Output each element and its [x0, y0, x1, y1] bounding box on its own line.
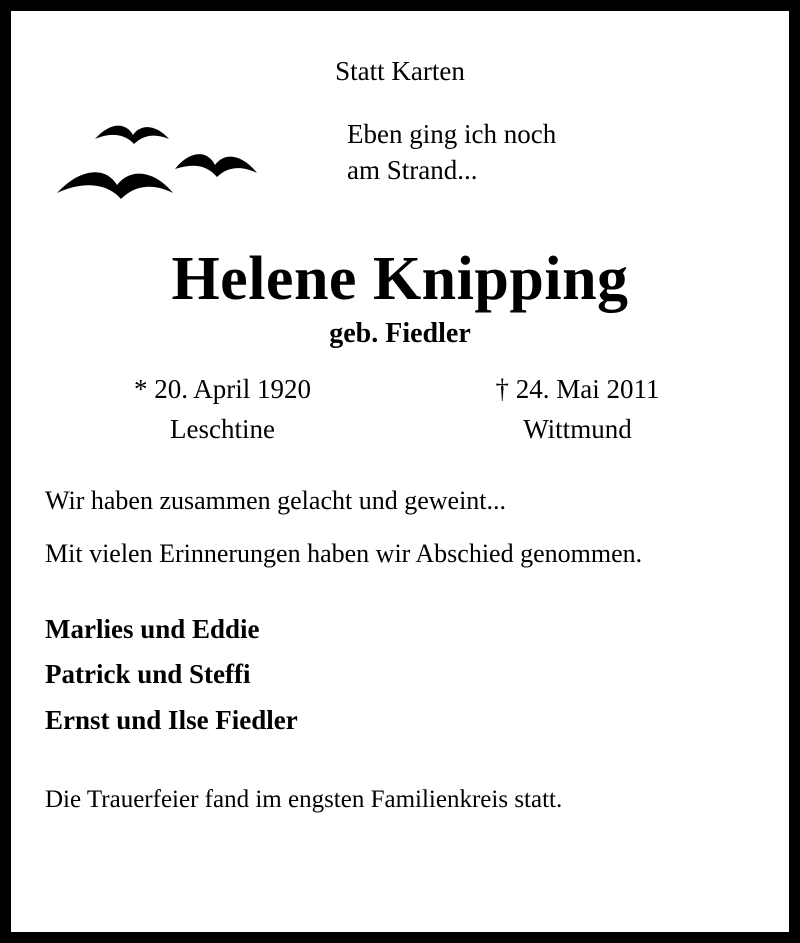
- verse-line-1: Eben ging ich noch: [347, 119, 557, 150]
- survivors-list: [45, 609, 755, 743]
- birth-symbol: *: [133, 374, 148, 405]
- deceased-name: Helene Knipping: [171, 245, 629, 314]
- birth-info: [45, 370, 400, 448]
- death-place: Wittmund: [523, 413, 632, 444]
- decoration-and-verse-row: [45, 113, 755, 223]
- memorial-paragraph: Mit vielen Erinnerungen haben wir Abschied genommen.: [45, 538, 643, 568]
- memorial-paragraph: Wir haben zusammen gelacht und geweint...: [45, 485, 507, 515]
- service-note: Die Trauerfeier fand im engsten Familienkreis statt.: [45, 786, 563, 814]
- list-item: Patrick und Steffi: [45, 659, 251, 690]
- list-item: Marlies und Eddie: [45, 613, 260, 644]
- list-item: Ernst und Ilse Fiedler: [45, 705, 298, 736]
- memorial-text: [45, 483, 755, 573]
- verse-text: [287, 113, 755, 189]
- verse-line-2: am Strand...: [347, 155, 478, 186]
- birth-date: 20. April 1920: [154, 374, 311, 405]
- death-symbol: †: [495, 374, 509, 405]
- birth-place: Leschtine: [170, 413, 275, 444]
- maiden-name: geb. Fiedler: [329, 318, 471, 350]
- notice-header: Statt Karten: [335, 56, 465, 86]
- seagulls-icon: [45, 113, 287, 217]
- death-info: [400, 370, 755, 448]
- death-date: 24. Mai 2011: [515, 374, 660, 405]
- life-dates: [45, 370, 755, 448]
